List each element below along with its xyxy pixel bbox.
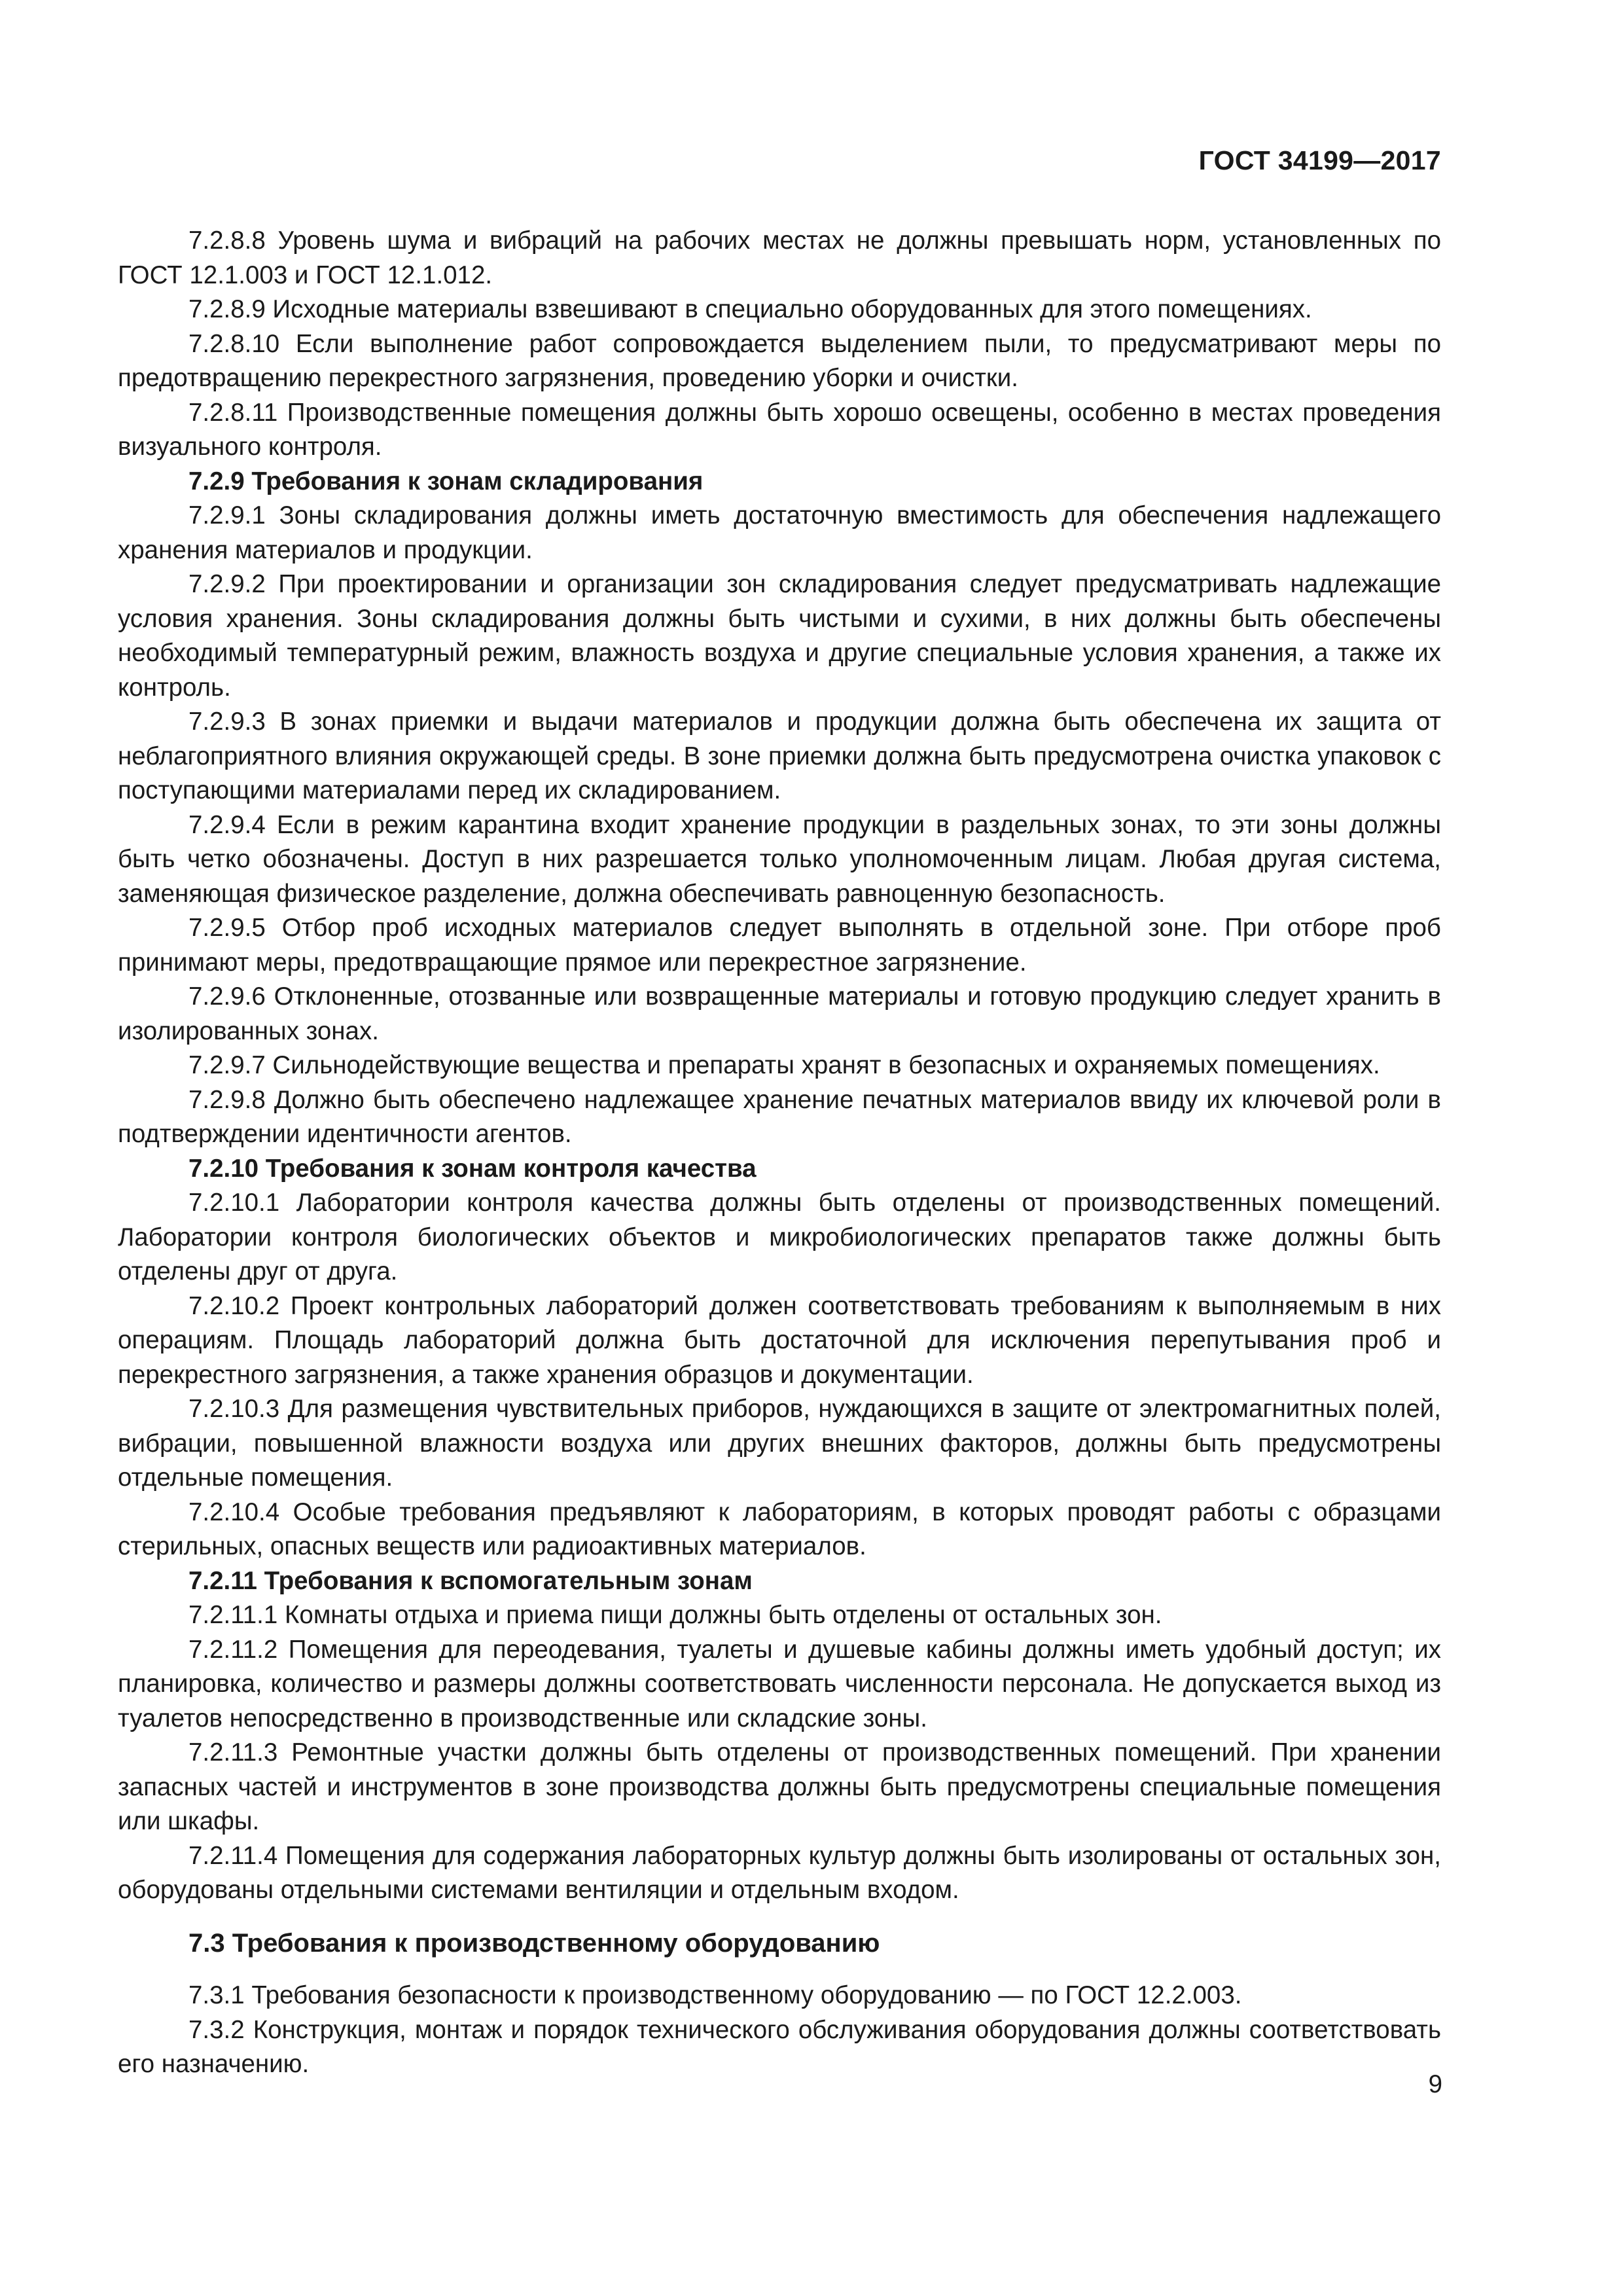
paragraph-7-2-9-2: 7.2.9.2 При проектировании и организации зон складирования следует предусматривать надлежащие условия хранения. Зоны складирования должны быть чистыми и сухими, в них должны быть обеспечены необходимый температурный режим, влажность воздуха и другие специальные условия хранения, а также их контроль.: [118, 570, 1441, 702]
paragraph-7-2-11-3: 7.2.11.3 Ремонтные участки должны быть отделены от производственных помещений. При хранении запасных частей и инструментов в зоне производства должны быть предусмотрены специальные помещения или шкафы.: [118, 1738, 1441, 1835]
paragraph-7-2-9-8: 7.2.9.8 Должно быть обеспечено надлежащее хранение печатных материалов ввиду их ключевой роли в подтверждении идентичности агентов.: [118, 1085, 1441, 1148]
paragraph-7-2-10-4: 7.2.10.4 Особые требования предъявляют к лабораториям, в которых проводят работы с образцами стерильных, опасных веществ или радиоактивных материалов.: [118, 1498, 1441, 1560]
paragraph-7-2-11-4: 7.2.11.4 Помещения для содержания лабораторных культур должны быть изолированы от остальных зон, оборудованы отдельными системами вентиляции и отдельным входом.: [118, 1841, 1441, 1904]
paragraph-7-2-9-4: 7.2.9.4 Если в режим карантина входит хранение продукции в раздельных зонах, то эти зоны должны быть четко обозначены. Доступ в них разрешается только уполномоченным лицам. Любая другая система, заменяющая физическое разделение, должна обеспечивать равноценную безопасность.: [118, 810, 1441, 908]
paragraph-7-2-8-11: 7.2.8.11 Производственные помещения должны быть хорошо освещены, особенно в местах проведения визуального контроля.: [118, 398, 1441, 461]
standard-header: ГОСТ 34199—2017: [1198, 145, 1441, 175]
paragraph-7-2-10-1: 7.2.10.1 Лаборатории контроля качества должны быть отделены от производственных помещений. Лаборатории контроля биологических объектов и микробиологических препаратов также должны быть отделены друг от друга.: [118, 1189, 1441, 1285]
paragraph-7-2-8-9: 7.2.8.9 Исходные материалы взвешивают в специально оборудованных для этого помещениях.: [188, 295, 1312, 323]
paragraph-7-3-1: 7.3.1 Требования безопасности к производственному оборудованию — по ГОСТ 12.2.003.: [188, 1981, 1242, 2009]
paragraph-7-2-11-2: 7.2.11.2 Помещения для переодевания, туалеты и душевые кабины должны иметь удобный доступ; их планировка, количество и размеры должны соответствовать численности персонала. Не допускается выход из туалетов непосредственно в производственные или складские зоны.: [118, 1635, 1441, 1732]
paragraph-7-2-9-1: 7.2.9.1 Зоны складирования должны иметь достаточную вместимость для обеспечения надлежащего хранения материалов и продукции.: [118, 501, 1441, 564]
paragraph-7-2-8-8: 7.2.8.8 Уровень шума и вибраций на рабочих местах не должны превышать норм, установленных по ГОСТ 12.1.003 и ГОСТ 12.1.012.: [118, 226, 1441, 289]
paragraph-7-2-9-6: 7.2.9.6 Отклоненные, отозванные или возвращенные материалы и готовую продукцию следует хранить в изолированных зонах.: [118, 982, 1441, 1045]
paragraph-7-2-10-3: 7.2.10.3 Для размещения чувствительных приборов, нуждающихся в защите от электромагнитных полей, вибрации, повышенной влажности воздуха или других внешних факторов, должны быть предусмотрены отдельные помещения.: [118, 1395, 1441, 1492]
document-body: [118, 224, 1441, 2082]
heading-7-2-11: 7.2.11 Требования к вспомогательным зонам: [188, 1566, 753, 1595]
heading-7-2-9: 7.2.9 Требования к зонам складирования: [188, 467, 704, 495]
paragraph-7-2-10-2: 7.2.10.2 Проект контрольных лабораторий должен соответствовать требованиям к выполняемым в них операциям. Площадь лабораторий должна быть достаточной для исключения перепутывания проб и перекрестного загрязнения, а также хранения образцов и документации.: [118, 1291, 1441, 1389]
paragraph-7-2-9-5: 7.2.9.5 Отбор проб исходных материалов следует выполнять в отдельной зоне. При отборе проб принимают меры, предотвращающие прямое или перекрестное загрязнение.: [118, 914, 1441, 977]
paragraph-7-2-9-3: 7.2.9.3 В зонах приемки и выдачи материалов и продукции должна быть обеспечена их защита от неблагоприятного влияния окружающей среды. В зоне приемки должна быть предусмотрена очистка упаковок с поступающими материалами перед их складированием.: [118, 708, 1441, 804]
page-number: 9: [1428, 2070, 1442, 2098]
paragraph-7-2-9-7: 7.2.9.7 Сильнодействующие вещества и препараты хранят в безопасных и охраняемых помещениях.: [188, 1051, 1380, 1079]
section-heading-7-3: 7.3 Требования к производственному оборудованию: [188, 1928, 880, 1958]
paragraph-7-2-11-1: 7.2.11.1 Комнаты отдыха и приема пищи должны быть отделены от остальных зон.: [188, 1601, 1162, 1629]
paragraph-7-2-8-10: 7.2.8.10 Если выполнение работ сопровождается выделением пыли, то предусматривают меры по предотвращению перекрестного загрязнения, проведению уборки и очистки.: [118, 329, 1441, 392]
heading-7-2-10: 7.2.10 Требования к зонам контроля качества: [188, 1154, 757, 1183]
paragraph-7-3-2: 7.3.2 Конструкция, монтаж и порядок технического обслуживания оборудования должны соответствовать его назначению.: [118, 2015, 1441, 2078]
